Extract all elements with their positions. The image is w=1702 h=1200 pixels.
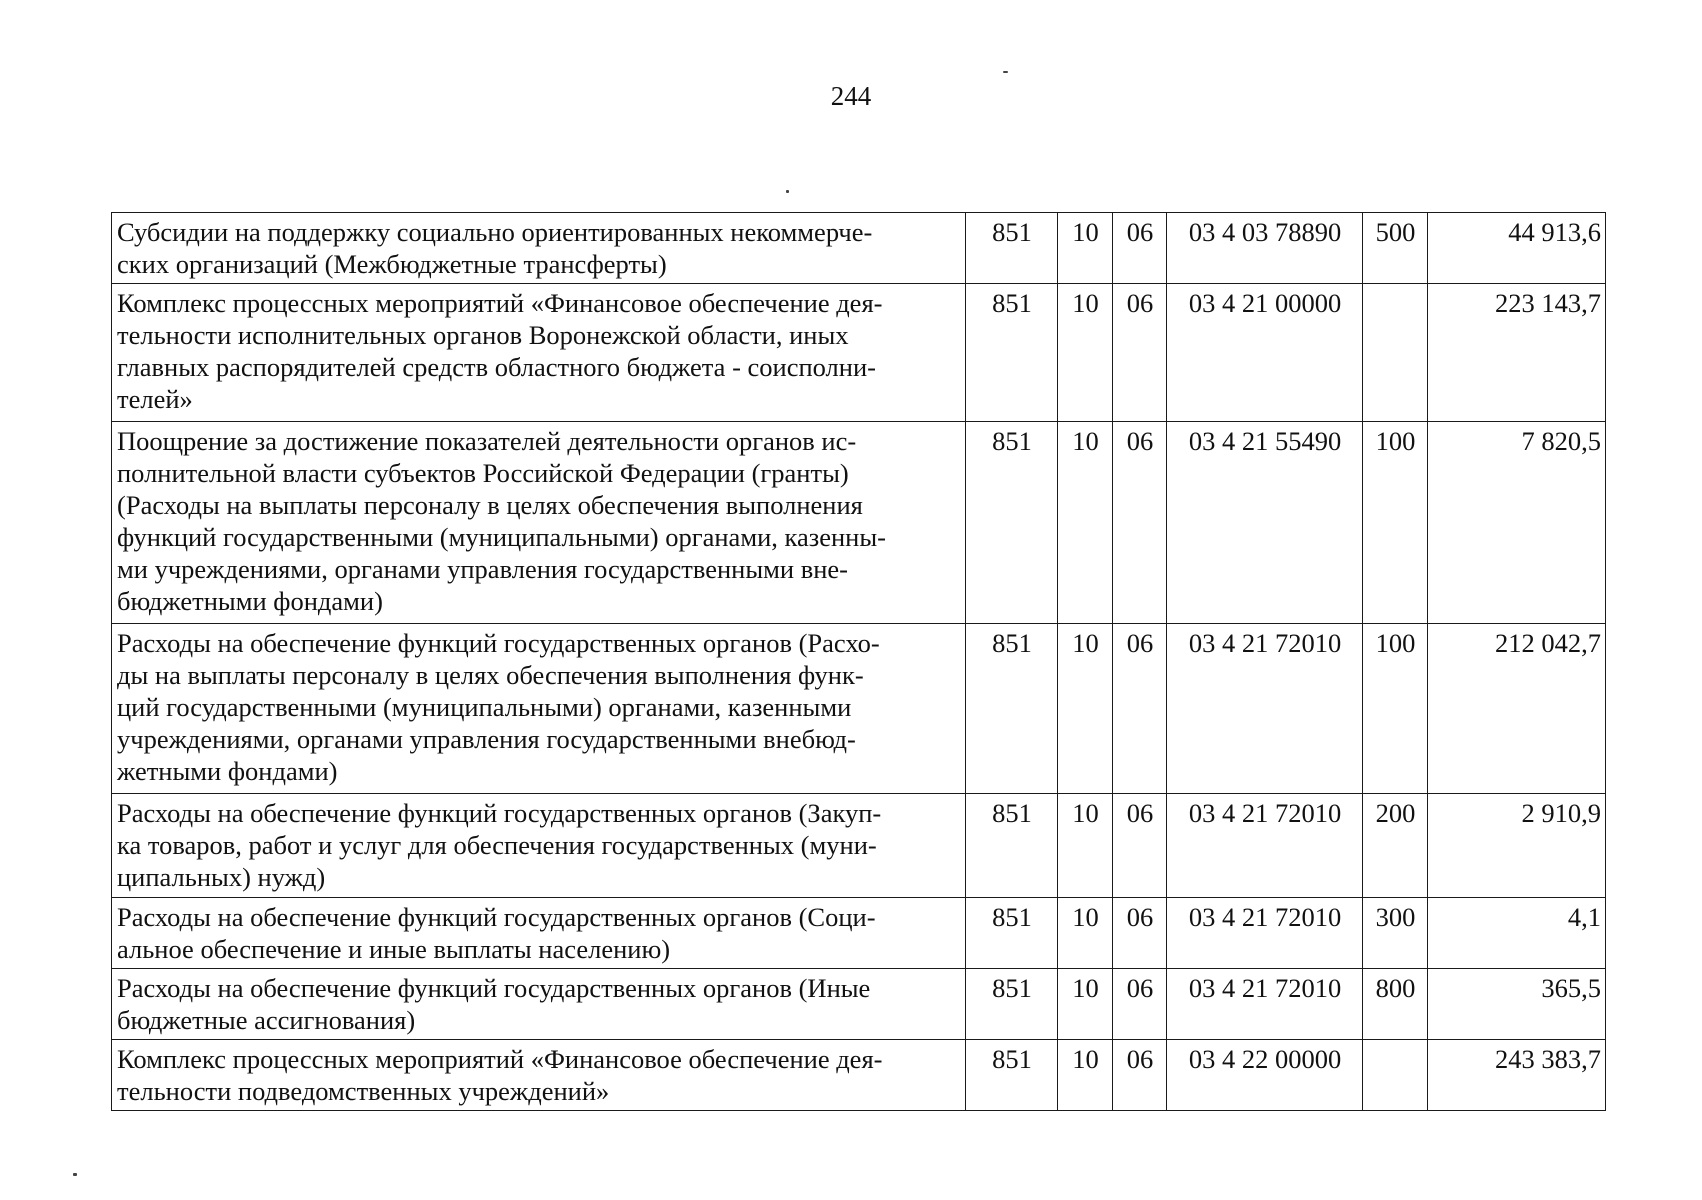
subsection-cell: 06 bbox=[1113, 969, 1167, 1040]
description-cell bbox=[112, 898, 966, 969]
expense-type-cell: 100 bbox=[1363, 624, 1428, 794]
description-line: альное обеспечение и иные выплаты населению) bbox=[117, 934, 671, 964]
table-row bbox=[112, 624, 1606, 794]
expense-type-cell: 300 bbox=[1363, 898, 1428, 969]
subsection-cell: 06 bbox=[1113, 213, 1167, 284]
expense-type-cell: 500 bbox=[1363, 213, 1428, 284]
description-cell bbox=[112, 969, 966, 1040]
description-line: ципальных) нужд) bbox=[117, 862, 326, 892]
subsection-cell: 06 bbox=[1113, 422, 1167, 624]
table-row bbox=[112, 794, 1606, 898]
description-line: ды на выплаты персоналу в целях обеспечения выполнения функ- bbox=[117, 660, 864, 690]
amount-cell: 365,5 bbox=[1428, 969, 1606, 1040]
target-article-cell: 03 4 21 72010 bbox=[1167, 898, 1363, 969]
target-article-cell: 03 4 21 72010 bbox=[1167, 624, 1363, 794]
description-line: Расходы на обеспечение функций государственных органов (Иные bbox=[117, 973, 871, 1003]
amount-cell: 7 820,5 bbox=[1428, 422, 1606, 624]
description-cell bbox=[112, 794, 966, 898]
expense-type-cell: 800 bbox=[1363, 969, 1428, 1040]
admin-code-cell: 851 bbox=[966, 284, 1058, 422]
description-line: функций государственными (муниципальными) органами, казенны- bbox=[117, 522, 886, 552]
amount-cell: 243 383,7 bbox=[1428, 1040, 1606, 1111]
section-cell: 10 bbox=[1058, 213, 1113, 284]
admin-code-cell: 851 bbox=[966, 1040, 1058, 1111]
amount-cell: 4,1 bbox=[1428, 898, 1606, 969]
description-line: (Расходы на выплаты персоналу в целях обеспечения выполнения bbox=[117, 490, 863, 520]
admin-code-cell: 851 bbox=[966, 969, 1058, 1040]
amount-cell: 212 042,7 bbox=[1428, 624, 1606, 794]
description-cell bbox=[112, 1040, 966, 1111]
expense-type-cell: 200 bbox=[1363, 794, 1428, 898]
description-line: ций государственными (муниципальными) органами, казенными bbox=[117, 692, 852, 722]
target-article-cell: 03 4 22 00000 bbox=[1167, 1040, 1363, 1111]
description-line: жетными фондами) bbox=[117, 756, 338, 786]
table-row bbox=[112, 284, 1606, 422]
table-row bbox=[112, 213, 1606, 284]
description-line: учреждениями, органами управления государственными внебюд- bbox=[117, 724, 856, 754]
description-cell bbox=[112, 624, 966, 794]
description-cell bbox=[112, 284, 966, 422]
target-article-cell: 03 4 21 72010 bbox=[1167, 794, 1363, 898]
section-cell: 10 bbox=[1058, 969, 1113, 1040]
target-article-cell: 03 4 21 55490 bbox=[1167, 422, 1363, 624]
target-article-cell: 03 4 21 72010 bbox=[1167, 969, 1363, 1040]
section-cell: 10 bbox=[1058, 624, 1113, 794]
page-number: 244 bbox=[830, 81, 872, 111]
subsection-cell: 06 bbox=[1113, 1040, 1167, 1111]
description-line: телей» bbox=[117, 384, 193, 414]
admin-code-cell: 851 bbox=[966, 213, 1058, 284]
description-line: Комплекс процессных мероприятий «Финансовое обеспечение дея- bbox=[117, 1044, 883, 1074]
table-row bbox=[112, 969, 1606, 1040]
description-line: тельности исполнительных органов Воронежской области, иных bbox=[117, 320, 849, 350]
description-line: главных распорядителей средств областного бюджета - соисполни- bbox=[117, 352, 876, 382]
expense-type-cell bbox=[1363, 1040, 1428, 1111]
description-line: Субсидии на поддержку социально ориентированных некоммерче- bbox=[117, 217, 873, 247]
description-line: Поощрение за достижение показателей деятельности органов ис- bbox=[117, 426, 857, 456]
table-row bbox=[112, 1040, 1606, 1111]
target-article-cell: 03 4 03 78890 bbox=[1167, 213, 1363, 284]
amount-cell: 44 913,6 bbox=[1428, 213, 1606, 284]
admin-code-cell: 851 bbox=[966, 422, 1058, 624]
target-article-cell: 03 4 21 00000 bbox=[1167, 284, 1363, 422]
table-row bbox=[112, 898, 1606, 969]
admin-code-cell: 851 bbox=[966, 898, 1058, 969]
description-line: ми учреждениями, органами управления государственными вне- bbox=[117, 554, 848, 584]
scan-speck bbox=[1003, 71, 1008, 73]
description-line: полнительной власти субъектов Российской Федерации (гранты) bbox=[117, 458, 849, 488]
amount-cell: 223 143,7 bbox=[1428, 284, 1606, 422]
description-line: Расходы на обеспечение функций государственных органов (Соци- bbox=[117, 902, 876, 932]
description-line: ка товаров, работ и услуг для обеспечения государственных (муни- bbox=[117, 830, 877, 860]
subsection-cell: 06 bbox=[1113, 794, 1167, 898]
admin-code-cell: 851 bbox=[966, 624, 1058, 794]
description-line: бюджетными фондами) bbox=[117, 586, 383, 616]
description-line: бюджетные ассигнования) bbox=[117, 1005, 416, 1035]
description-cell bbox=[112, 213, 966, 284]
admin-code-cell: 851 bbox=[966, 794, 1058, 898]
subsection-cell: 06 bbox=[1113, 898, 1167, 969]
section-cell: 10 bbox=[1058, 794, 1113, 898]
budget-table bbox=[111, 212, 1606, 1111]
description-line: Комплекс процессных мероприятий «Финансовое обеспечение дея- bbox=[117, 288, 883, 318]
section-cell: 10 bbox=[1058, 1040, 1113, 1111]
expense-type-cell bbox=[1363, 284, 1428, 422]
description-cell bbox=[112, 422, 966, 624]
subsection-cell: 06 bbox=[1113, 624, 1167, 794]
table-body bbox=[112, 213, 1606, 1111]
description-line: Расходы на обеспечение функций государственных органов (Закуп- bbox=[117, 798, 882, 828]
description-line: тельности подведомственных учреждений» bbox=[117, 1076, 610, 1106]
section-cell: 10 bbox=[1058, 422, 1113, 624]
amount-cell: 2 910,9 bbox=[1428, 794, 1606, 898]
description-line: ских организаций (Межбюджетные трансферты) bbox=[117, 249, 667, 279]
section-cell: 10 bbox=[1058, 284, 1113, 422]
table-row bbox=[112, 422, 1606, 624]
description-line: Расходы на обеспечение функций государственных органов (Расхо- bbox=[117, 628, 880, 658]
scan-speck bbox=[786, 190, 789, 193]
scan-speck bbox=[73, 1173, 77, 1176]
subsection-cell: 06 bbox=[1113, 284, 1167, 422]
expense-type-cell: 100 bbox=[1363, 422, 1428, 624]
section-cell: 10 bbox=[1058, 898, 1113, 969]
